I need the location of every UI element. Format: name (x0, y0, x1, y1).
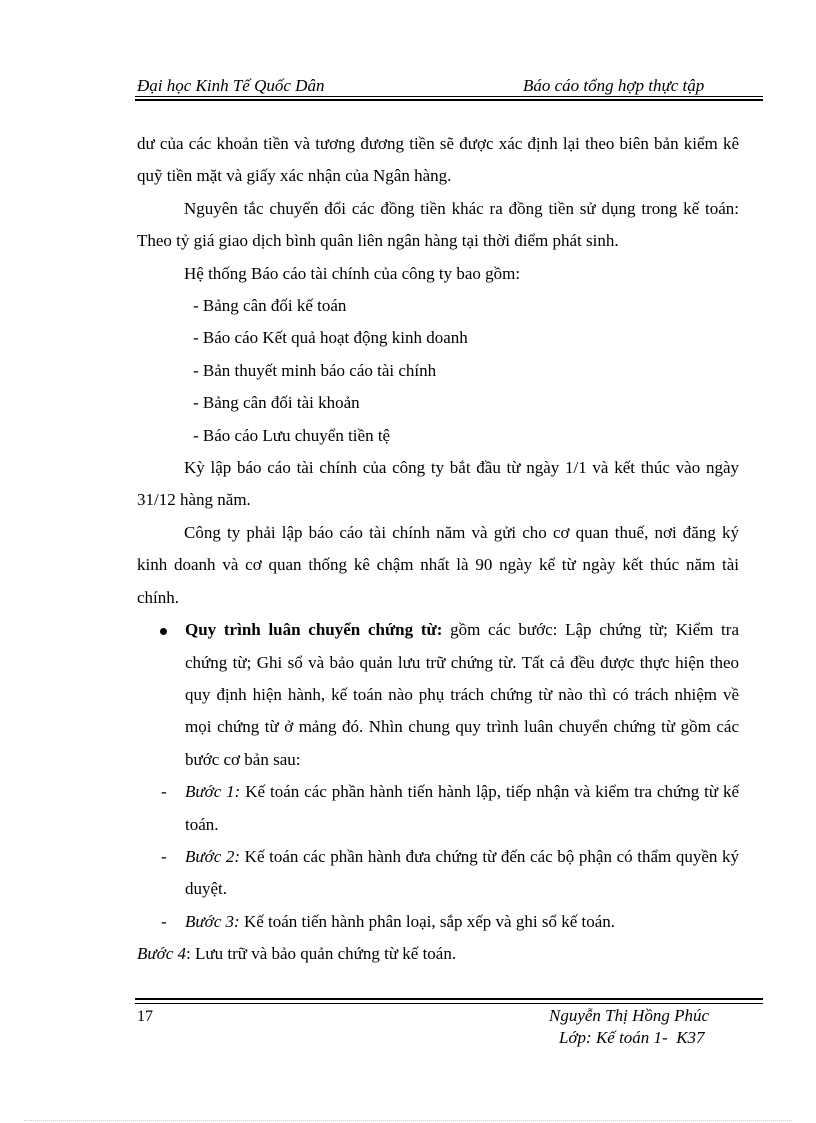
bullet-document-flow (137, 614, 739, 776)
header-university: Đại học Kinh Tế Quốc Dân (137, 76, 325, 95)
step-label: Bước 1: (185, 782, 241, 802)
bullet-text: gồm các bước: Lập chứng từ; Kiểm tra chứng từ; Ghi sổ và bảo quản lưu trữ chứng từ. Tất cả đều được thực hiện theo quy định hiện hành, kế toán nào phụ trách chứng từ nào thì có trách nhiệm về mọi chứng từ ở mảng đó. Nhìn chung quy trình luân chuyển chứng từ gồm các bước cơ bản sau: (185, 620, 739, 769)
header-rule-thick (135, 99, 763, 101)
step-4-label: Bước 4 (137, 944, 187, 964)
step-text: Kế toán các phần hành tiến hành lập, tiếp nhận và kiểm tra chứng từ kế toán. (185, 782, 739, 834)
step-dash: - (161, 782, 167, 802)
step-4-text: : Lưu trữ và bảo quản chứng từ kế toán. (186, 944, 457, 964)
step-dash: - (161, 846, 167, 866)
page-edge-dotted-line (24, 1120, 792, 1121)
step-text: Kế toán các phần hành đưa chứng từ đến các bộ phận có thẩm quyền ký duyệt. (185, 846, 739, 899)
bullet-title: Quy trình luân chuyển chứng từ: (185, 620, 443, 640)
report-list-item: - Báo cáo Kết quả hoạt động kinh doanh (193, 328, 468, 348)
paragraph-cash-balance: dư của các khoản tiền và tương đương tiền sẽ được xác định lại theo biên bản kiểm kê quỹ tiền mặt và giấy xác nhận của Ngân hàng. (137, 134, 739, 186)
step-label: Bước 2: (185, 846, 241, 866)
paragraph-report-system: Hệ thống Báo cáo tài chính của công ty bao gồm: (184, 263, 521, 283)
report-list-item: - Bảng cân đối kế toán (193, 296, 347, 316)
paragraph-submission: Công ty phải lập báo cáo tài chính năm và gửi cho cơ quan thuế, nơi đăng ký kinh doanh và cơ quan thống kê chậm nhất là 90 ngày kể từ ngày kết thúc năm tài chính. (137, 522, 739, 607)
footer-rule-thin (135, 1003, 763, 1004)
step-4-line (137, 938, 739, 970)
author-name: Nguyễn Thị Hồng Phúc (549, 1006, 710, 1025)
header-rule-thin (135, 96, 763, 97)
step-label: Bước 3: (185, 911, 240, 931)
step-item (137, 841, 739, 906)
paragraph-currency-conversion: Nguyên tắc chuyển đổi các đồng tiền khác ra đồng tiền sử dụng trong kế toán: Theo tỷ giá giao dịch bình quân liên ngân hàng tại thời điểm phát sinh. (137, 198, 739, 251)
bullet-dot-icon (160, 628, 167, 635)
page-footer (135, 998, 763, 1058)
report-list-item: - Bảng cân đối tài khoản (193, 393, 360, 413)
report-list (137, 290, 739, 452)
page-number: 17 (137, 1008, 153, 1025)
step-item (137, 906, 739, 938)
author-class: Lớp: Kế toán 1- K37 (559, 1028, 705, 1047)
report-list-item: - Báo cáo Lưu chuyển tiền tệ (193, 425, 391, 445)
step-dash: - (161, 911, 167, 931)
header-report-title: Báo cáo tổng hợp thực tập (523, 76, 705, 95)
page-header (135, 74, 763, 100)
paragraph-reporting-period: Kỳ lập báo cáo tài chính của công ty bắt đầu từ ngày 1/1 và kết thúc vào ngày 31/12 hàng năm. (137, 458, 739, 510)
document-body (137, 128, 739, 971)
footer-rule-thick (135, 998, 763, 1000)
step-text: Kế toán tiến hành phân loại, sắp xếp và ghi sổ kế toán. (239, 911, 616, 931)
report-list-item: - Bản thuyết minh báo cáo tài chính (193, 360, 437, 380)
step-item (137, 776, 739, 841)
